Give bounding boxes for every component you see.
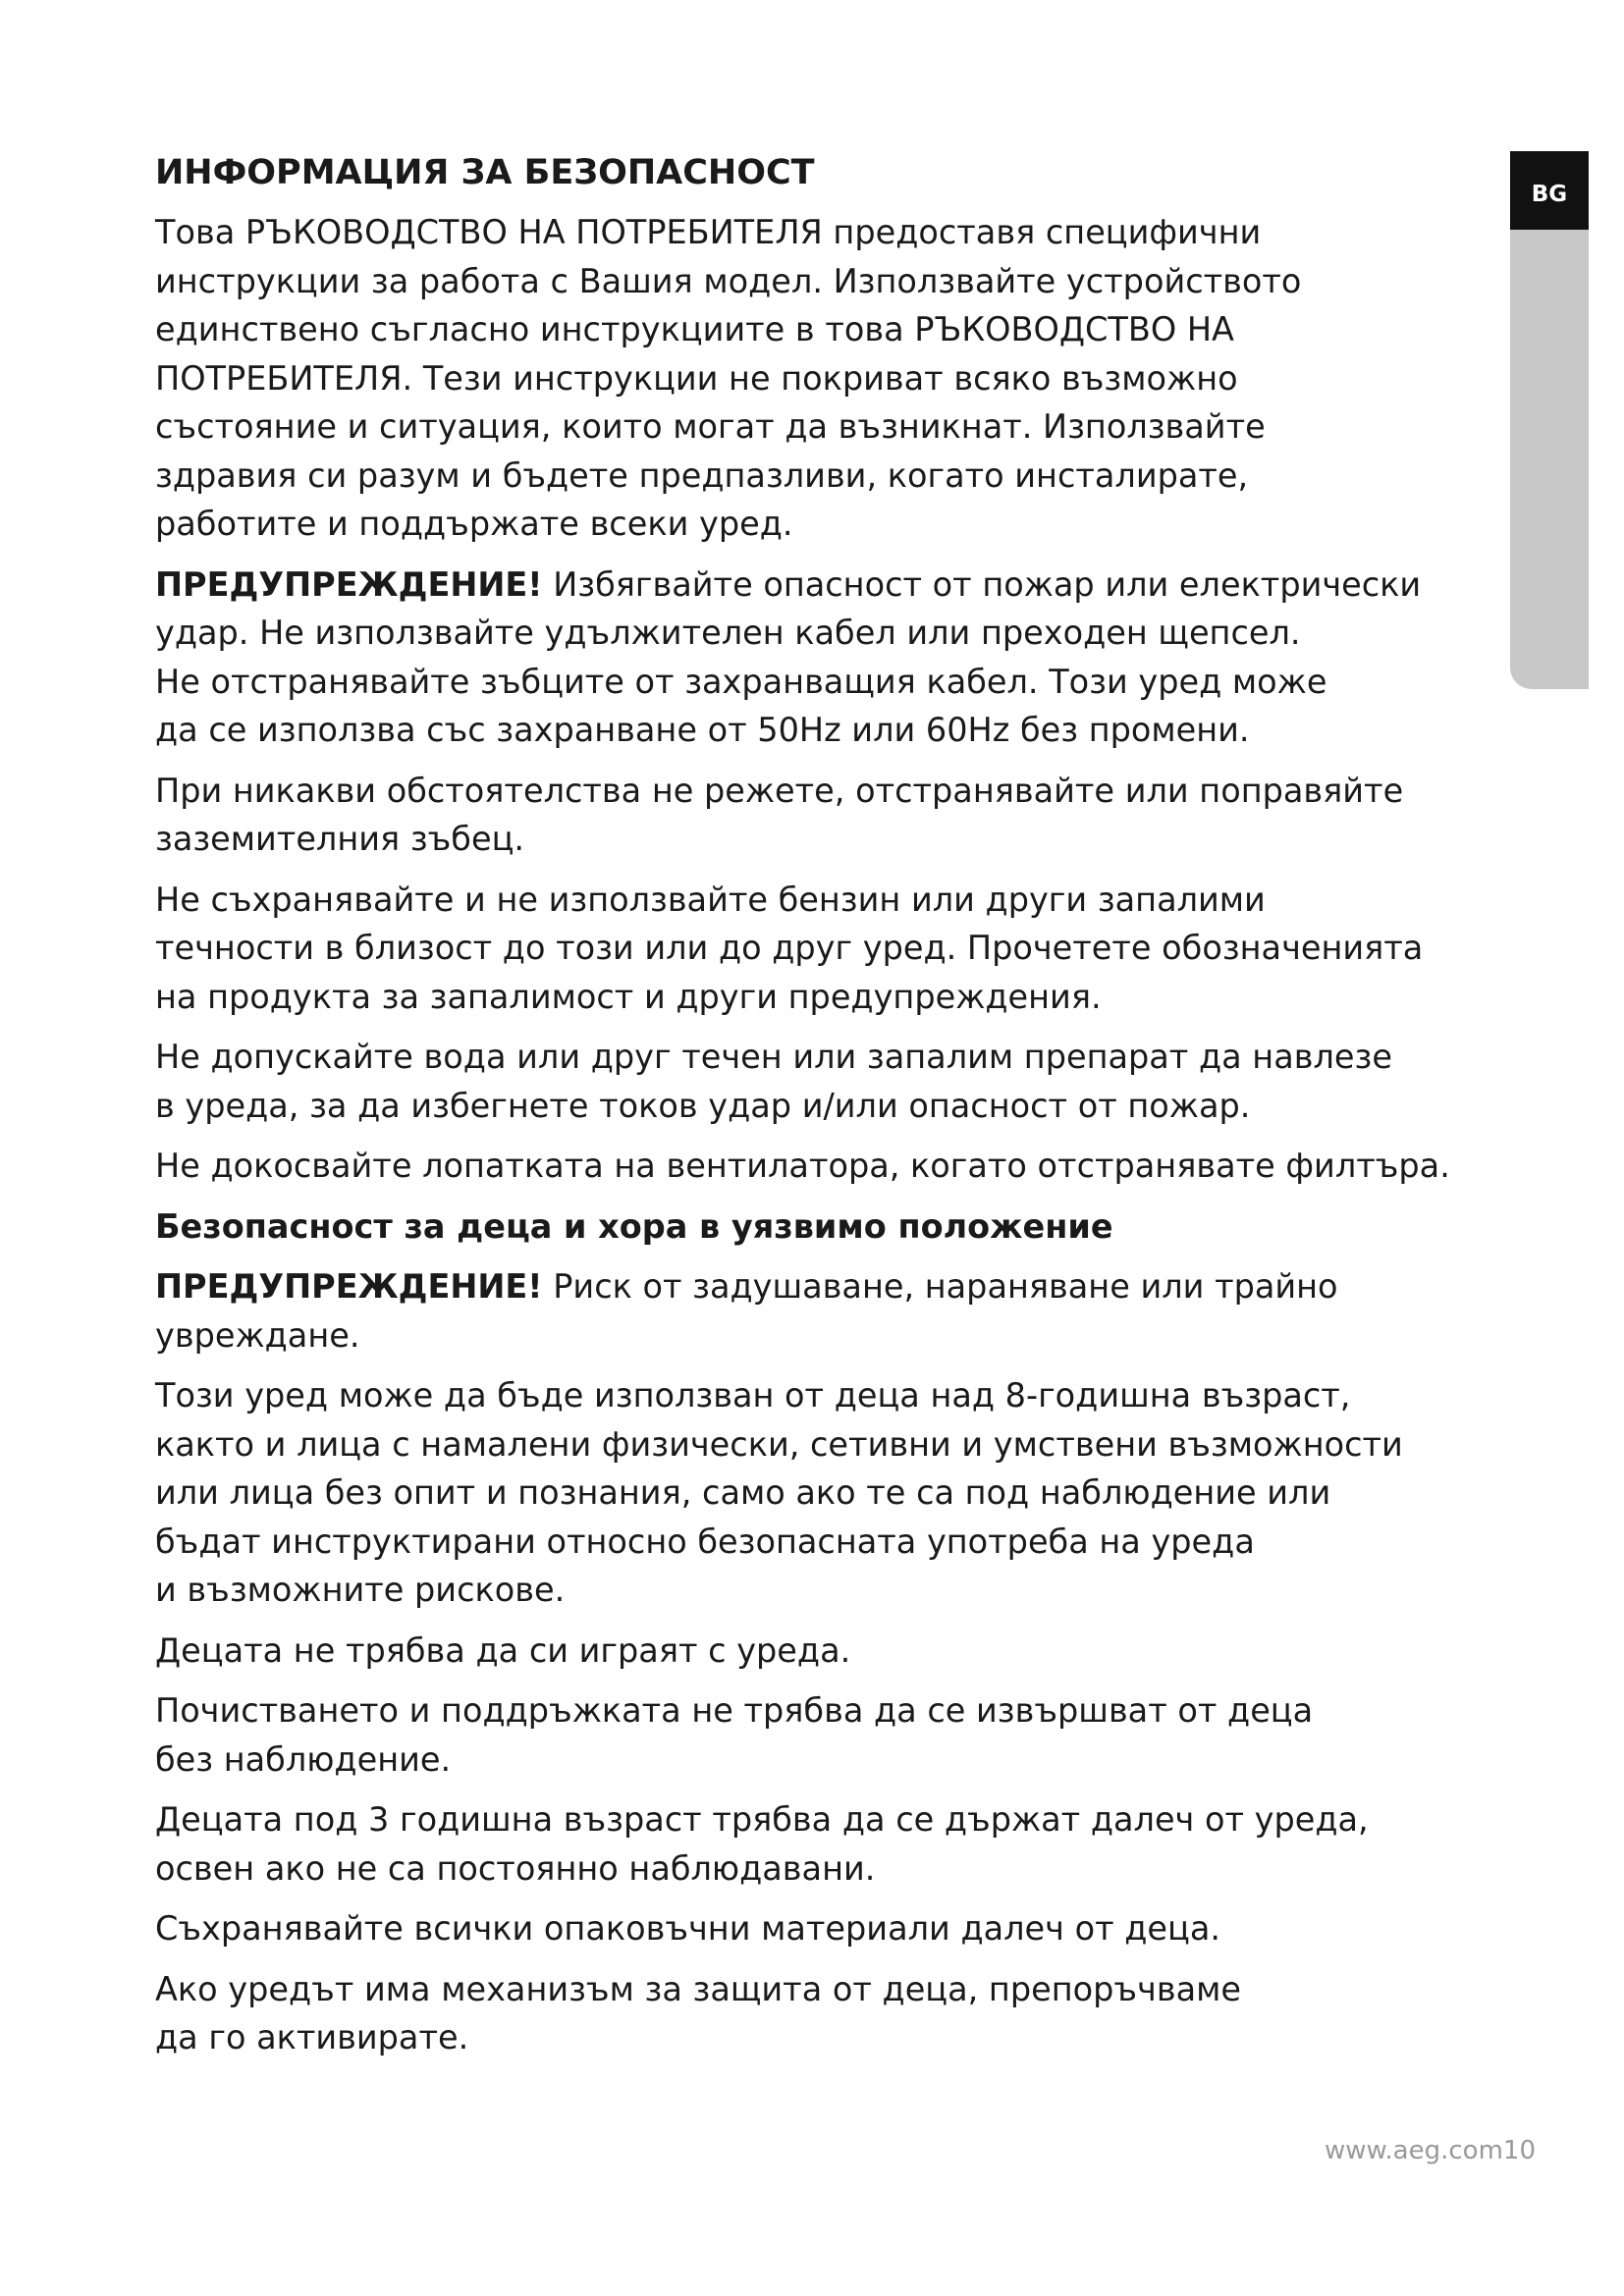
text-line: течности в близост до този или до друг уред. Прочетете обозначенията [155,929,1424,967]
text-line: единствено съгласно инструкциите в това РЪКОВОДСТВО НА [155,310,1234,348]
flammables-paragraph [155,876,1500,1022]
text-line: Не допускайте вода или друг течен или запалим препарат да навлезе [155,1038,1392,1076]
cleaning-paragraph [155,1686,1500,1784]
text-line: заземителния зъбец. [155,820,525,858]
suffocation-warning-paragraph [155,1262,1500,1360]
text-line [155,1262,1500,1311]
text-line: и възможните рискове. [155,1571,566,1609]
usage-age-paragraph [155,1371,1500,1615]
text-line: Съхранявайте всички опаковъчни материали далеч от деца. [155,1909,1221,1948]
text-line: Не отстранявайте зъбците от захранващия кабел. Този уред може [155,662,1327,701]
page-title: ИНФОРМАЦИЯ ЗА БЕЗОПАСНОСТ [155,153,815,192]
fan-blade-paragraph [155,1142,1500,1191]
warning-label: ПРЕДУПРЕЖДЕНИЕ! [155,564,543,604]
text-line: бъдат инструктирани относно безопасната употреба на уреда [155,1522,1255,1561]
text-line: Не докосвайте лопатката на вентилатора, когато отстранявате филтъра. [155,1147,1450,1185]
text-line: Почистването и поддръжката не трябва да се извършват от деца [155,1691,1314,1730]
text-line: да го активирате. [155,2018,469,2056]
text-line: работите и поддържате всеки уред. [155,505,793,543]
grounding-paragraph [155,767,1500,864]
text-line: в уреда, за да избегнете токов удар и/или опасност от пожар. [155,1086,1251,1125]
text-line: инструкции за работа с Вашия модел. Използвайте устройството [155,261,1302,300]
website-url: www.aeg.com [1325,2136,1503,2165]
under-three-paragraph [155,1795,1500,1893]
warning-label: ПРЕДУПРЕЖДЕНИЕ! [155,1267,543,1306]
text-line: увреждане. [155,1315,360,1355]
page-content [155,147,1500,2074]
text-line: ПОТРЕБИТЕЛЯ. Тези инструкции не покриват всяко възможно [155,358,1238,398]
text-line: на продукта за запалимост и други предупреждения. [155,977,1102,1016]
text-line: без наблюдение. [155,1739,452,1779]
packaging-paragraph [155,1904,1500,1953]
text-line: Този уред може да бъде използван от деца над 8-годишна възраст, [155,1376,1351,1415]
intro-paragraph [155,208,1500,549]
text-line: Не съхранявайте и не използвайте бензин или други запалими [155,880,1266,919]
no-play-paragraph [155,1627,1500,1676]
children-safety-subheading: Безопасност за деца и хора в уязвимо положение [155,1206,1113,1246]
text-line: или лица без опит и познания, само ако те са под наблюдение или [155,1473,1331,1512]
text-line: здравия си разум и бъдете предпазливи, когато инсталирате, [155,455,1249,495]
language-side-tab [1510,151,1589,689]
text-line: Това РЪКОВОДСТВО НА ПОТРЕБИТЕЛЯ предоставя специфични [155,213,1262,251]
warning-text: Риск от задушаване, нараняване или трайно [542,1267,1338,1306]
text-line: Децата под 3 годишна възраст трябва да се държат далеч от уреда, [155,1800,1369,1839]
language-tab-label: BG [1510,151,1589,230]
liquids-paragraph [155,1033,1500,1130]
page-number: 10 [1502,2136,1536,2165]
electrical-warning-paragraph [155,561,1500,755]
text-line: да се използва със захранване от 50Hz или 60Hz без промени. [155,711,1250,749]
text-line: освен ако не са постоянно наблюдавани. [155,1848,876,1888]
child-lock-paragraph [155,1965,1500,2062]
text-line: При никакви обстоятелства не режете, отстранявайте или поправяйте [155,771,1404,810]
text-line: състояние и ситуация, които могат да възникнат. Използвайте [155,407,1266,446]
text-line: Ако уредът има механизъм за защита от деца, препоръчваме [155,1969,1241,2008]
page-footer [1296,2136,1536,2165]
warning-text: Избягвайте опасност от пожар или електрически [542,564,1422,604]
text-line [155,561,1500,610]
text-line: Децата не трябва да си играят с уреда. [155,1630,851,1670]
text-line: удар. Не използвайте удължителен кабел или преходен щепсел. [155,614,1301,652]
text-line: както и лица с намалени физически, сетивни и умствени възможности [155,1424,1403,1464]
